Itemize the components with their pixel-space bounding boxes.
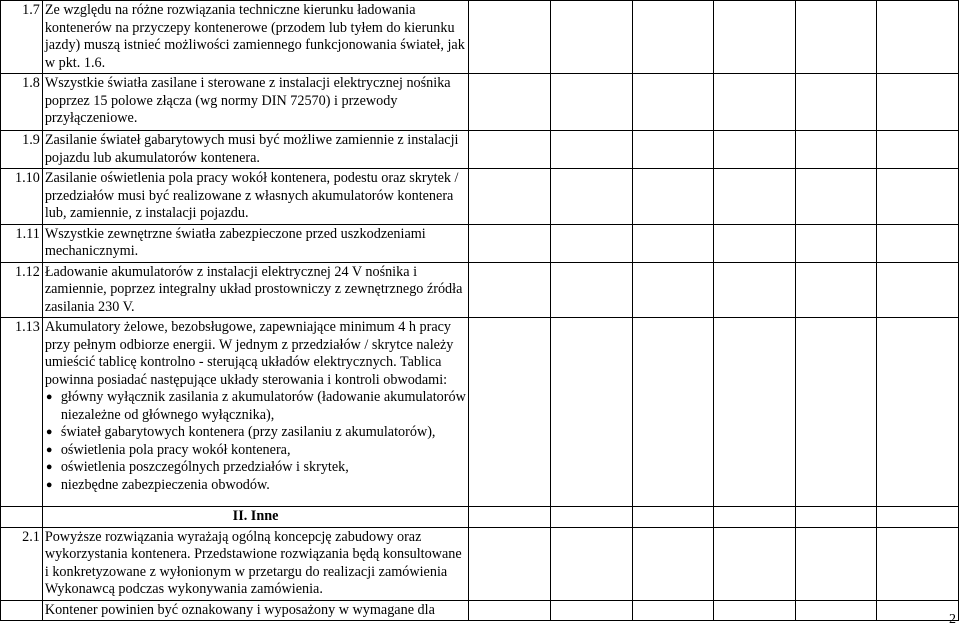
item-paragraph: II. Inne <box>232 508 279 524</box>
empty-cell <box>632 318 714 507</box>
empty-cell <box>714 1 796 74</box>
item-text <box>42 74 468 131</box>
item-text <box>42 169 468 225</box>
empty-cell <box>632 507 714 528</box>
table-row <box>1 224 959 262</box>
table-row <box>1 318 959 507</box>
empty-cell <box>469 74 551 131</box>
empty-cell <box>714 169 796 225</box>
empty-cell <box>877 1 959 74</box>
empty-cell <box>795 169 877 225</box>
empty-cell <box>469 318 551 507</box>
table-row <box>1 527 959 600</box>
empty-cell <box>795 1 877 74</box>
empty-cell <box>795 600 877 621</box>
item-text <box>42 318 468 507</box>
empty-cell <box>550 74 632 131</box>
item-paragraph: Wszystkie zewnętrzne światła zabezpieczone przed uszkodzeniami mechanicznymi. <box>44 225 426 259</box>
empty-cell <box>469 600 551 621</box>
empty-cell <box>632 1 714 74</box>
item-number: 1.8 <box>1 74 43 131</box>
empty-cell <box>714 74 796 131</box>
empty-cell <box>632 131 714 169</box>
empty-cell <box>877 262 959 318</box>
empty-cell <box>550 169 632 225</box>
bullet-item: ● główny wyłącznik zasilania z akumulatorów (ładowanie akumulatorów niezależne od głównego wyłącznika), <box>61 389 466 424</box>
item-number: 1.13 <box>1 318 43 507</box>
empty-cell <box>550 1 632 74</box>
item-paragraph: Ładowanie akumulatorów z instalacji elektrycznej 24 V nośnika i zamiennie, poprzez integralny układ prostowniczy z zewnętrznego źródła zasilania 230 V. <box>44 263 463 315</box>
item-text <box>42 262 468 318</box>
empty-cell <box>469 262 551 318</box>
empty-cell <box>469 131 551 169</box>
item-number: 1.11 <box>1 224 43 262</box>
item-number: 2.1 <box>1 527 43 600</box>
empty-cell <box>795 527 877 600</box>
item-number: 1.12 <box>1 262 43 318</box>
bullet-item: ● niezbędne zabezpieczenia obwodów. <box>61 477 466 495</box>
empty-cell <box>795 74 877 131</box>
empty-cell <box>714 224 796 262</box>
bullet-item: ● oświetlenia pola pracy wokół kontenera, <box>61 442 466 460</box>
item-text <box>42 224 468 262</box>
empty-cell <box>714 600 796 621</box>
empty-cell <box>714 262 796 318</box>
empty-cell <box>550 527 632 600</box>
item-text <box>42 527 468 600</box>
empty-cell <box>877 507 959 528</box>
item-paragraph: Powyższe rozwiązania wyrażają ogólną koncepcję zabudowy oraz wykorzystania kontenera. Przedstawione rozwiązania będą konsultowane i konkretyzowane z wyłonionym w przetargu do realizacji zamówienia Wykonawcą podczas wykonywania zamówienia. <box>44 528 462 597</box>
empty-cell <box>632 169 714 225</box>
empty-cell <box>714 527 796 600</box>
item-paragraph: Ze względu na różne rozwiązania techniczne kierunku ładowania kontenerów na przyczepy kontenerowe (przodem lub tyłem do kierunku jazdy) muszą istnieć możliwości zamiennego funkcjonowania świateł, jak w pkt. 1.6. <box>44 2 465 71</box>
empty-cell <box>877 74 959 131</box>
table-row <box>1 169 959 225</box>
item-number: 1.10 <box>1 169 43 225</box>
bullet-list <box>45 389 466 494</box>
empty-cell <box>714 318 796 507</box>
table-row <box>1 74 959 131</box>
table-row <box>1 131 959 169</box>
item-number <box>1 507 43 528</box>
item-paragraph: Wszystkie światła zasilane i sterowane z instalacji elektrycznej nośnika poprzez 15 polowe złącza (wg normy DIN 72570) i przewody przyłączeniowe. <box>44 75 451 126</box>
empty-cell <box>877 600 959 621</box>
empty-cell <box>469 169 551 225</box>
empty-cell <box>795 131 877 169</box>
table-row <box>1 1 959 74</box>
empty-cell <box>795 224 877 262</box>
empty-cell <box>550 507 632 528</box>
empty-cell <box>550 600 632 621</box>
empty-cell <box>469 224 551 262</box>
empty-cell <box>550 262 632 318</box>
section-title <box>42 507 468 528</box>
empty-cell <box>714 131 796 169</box>
empty-cell <box>795 507 877 528</box>
empty-cell <box>632 224 714 262</box>
empty-cell <box>469 527 551 600</box>
empty-cell <box>632 527 714 600</box>
item-number: 1.7 <box>1 1 43 74</box>
item-paragraph: Akumulatory żelowe, bezobsługowe, zapewniające minimum 4 h pracy przy pełnym odbiorze energii. W jednym z przedziałów / skrytce należy umieścić tablicę kontrolno - sterującą układów elektrycznych. Tablica powinna posiadać następujące układy sterowania i kontroli obwodami: <box>44 319 454 388</box>
empty-cell <box>469 1 551 74</box>
item-number <box>1 600 43 621</box>
empty-cell <box>469 507 551 528</box>
empty-cell <box>632 262 714 318</box>
table-row <box>1 262 959 318</box>
empty-cell <box>877 224 959 262</box>
empty-cell <box>877 169 959 225</box>
empty-cell <box>550 224 632 262</box>
empty-cell <box>632 600 714 621</box>
item-text <box>42 600 468 621</box>
empty-cell <box>714 507 796 528</box>
bullet-item: ● świateł gabarytowych kontenera (przy zasilaniu z akumulatorów), <box>61 424 466 442</box>
item-paragraph: Zasilanie świateł gabarytowych musi być możliwe zamiennie z instalacji pojazdu lub akumulatorów kontenera. <box>44 132 459 166</box>
item-number: 1.9 <box>1 131 43 169</box>
page-number: 2 <box>949 612 956 627</box>
bullet-item: ● oświetlenia poszczególnych przedziałów i skrytek, <box>61 459 466 477</box>
empty-cell <box>877 318 959 507</box>
item-text <box>42 1 468 74</box>
empty-cell <box>795 262 877 318</box>
empty-cell <box>632 74 714 131</box>
item-paragraph: Zasilanie oświetlenia pola pracy wokół kontenera, podestu oraz skrytek / przedziałów musi być realizowane z własnych akumulatorów kontenera lub, zamiennie, z instalacji pojazdu. <box>44 170 459 221</box>
empty-cell <box>795 318 877 507</box>
table-row <box>1 600 959 621</box>
item-text <box>42 131 468 169</box>
empty-cell <box>877 131 959 169</box>
item-paragraph: Kontener powinien być oznakowany i wyposażony w wymagane dla <box>44 601 435 618</box>
empty-cell <box>877 527 959 600</box>
empty-cell <box>550 131 632 169</box>
section-heading-row <box>1 507 959 528</box>
empty-cell <box>550 318 632 507</box>
